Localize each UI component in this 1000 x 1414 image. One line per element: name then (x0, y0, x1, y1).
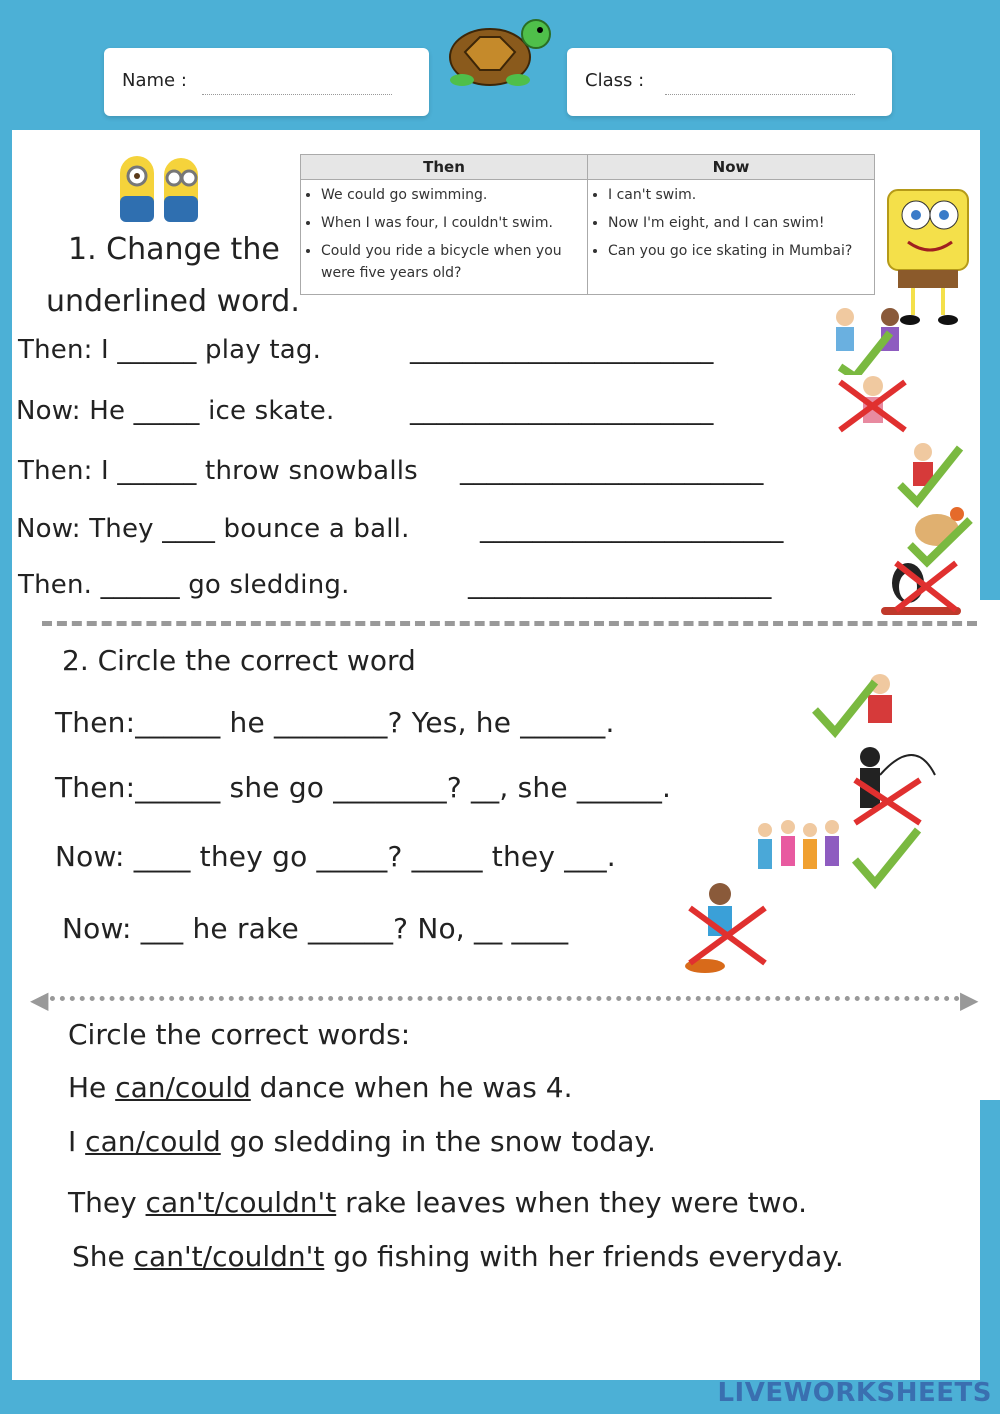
s1-answer-1[interactable]: _______________________ (410, 335, 714, 365)
arrow-left-icon: ◀ (30, 986, 49, 1014)
liveworksheets-logo: LIVEWORKSHEETS (717, 1378, 992, 1408)
s1-line-4: Now: They ____ bounce a ball. (16, 514, 410, 544)
then-cell (301, 180, 588, 295)
name-field[interactable] (104, 48, 429, 116)
class-label: Class : (585, 70, 645, 91)
now-cell (588, 180, 875, 295)
turtle-icon (440, 12, 555, 90)
arrow-right-icon: ▶ (960, 986, 979, 1014)
name-line (202, 94, 392, 95)
s2-line-1: Then:______ he ________? Yes, he ______. (55, 706, 615, 739)
s3-pre: He (68, 1071, 116, 1104)
s1-line-5: Then. ______ go sledding. (18, 570, 350, 600)
shopping-girls-icon (750, 815, 925, 895)
s1-line-1: Then: I ______ play tag. (18, 335, 322, 365)
s1-line-2: Now: He _____ ice skate. (16, 396, 335, 426)
section-divider-2 (40, 996, 960, 1001)
s3-post: go sledding in the snow today. (220, 1125, 656, 1158)
choice-cant-couldnt[interactable]: can't/couldn't (145, 1186, 337, 1219)
now-row: • I can't swim. (608, 184, 866, 206)
paper-right-edge (960, 600, 1000, 1100)
s2-line-2: Then:______ she go ________? __, she ______. (55, 771, 672, 804)
s3-post: dance when he was 4. (250, 1071, 573, 1104)
now-row: • Now I'm eight, and I can swim! (608, 212, 866, 234)
name-label: Name : (122, 70, 187, 91)
choice-can-could[interactable]: can/could (85, 1125, 221, 1158)
section1-title-1: 1. Change the (68, 232, 280, 267)
s3-line-1 (68, 1071, 573, 1104)
s3-post: go fishing with her friends everyday. (324, 1240, 844, 1273)
class-line (665, 94, 855, 95)
s1-answer-4[interactable]: _______________________ (480, 514, 784, 544)
section2-title: 2. Circle the correct word (62, 644, 416, 677)
minions-icon (112, 148, 207, 226)
choice-can-could[interactable]: can/could (115, 1071, 251, 1104)
col-then: Then (301, 155, 588, 180)
s1-answer-2[interactable]: _______________________ (410, 396, 714, 426)
s1-answer-5[interactable]: _______________________ (468, 570, 772, 600)
class-field[interactable] (567, 48, 892, 116)
s3-line-4 (72, 1240, 844, 1273)
col-now: Now (588, 155, 875, 180)
now-row: • Can you go ice skating in Mumbai? (608, 240, 866, 262)
then-row: • When I was four, I couldn't swim. (321, 212, 579, 234)
choice-cant-couldnt[interactable]: can't/couldn't (133, 1240, 325, 1273)
section1-title-2: underlined word. (46, 284, 300, 319)
s3-pre: She (72, 1240, 134, 1273)
s3-pre: I (68, 1125, 86, 1158)
grammar-table (300, 154, 875, 295)
s2-line-3: Now: ____ they go _____? _____ they ___. (55, 840, 616, 873)
section-divider-1 (42, 621, 977, 626)
s3-post: rake leaves when they were two. (336, 1186, 808, 1219)
then-row: • Could you ride a bicycle when you were five years old? (321, 240, 579, 284)
s2-line-4: Now: ___ he rake ______? No, __ ____ (62, 912, 569, 945)
s1-answer-3[interactable]: _______________________ (460, 456, 764, 486)
penguin-sled-icon (866, 555, 976, 630)
section3-title: Circle the correct words: (68, 1018, 411, 1051)
raking-boy-icon (680, 878, 775, 978)
s3-pre: They (68, 1186, 146, 1219)
s3-line-2 (68, 1125, 656, 1158)
s1-line-3: Then: I ______ throw snowballs (18, 456, 418, 486)
s3-line-3 (68, 1186, 807, 1219)
kids-playing-tag-icon (820, 305, 920, 375)
then-row: • We could go swimming. (321, 184, 579, 206)
